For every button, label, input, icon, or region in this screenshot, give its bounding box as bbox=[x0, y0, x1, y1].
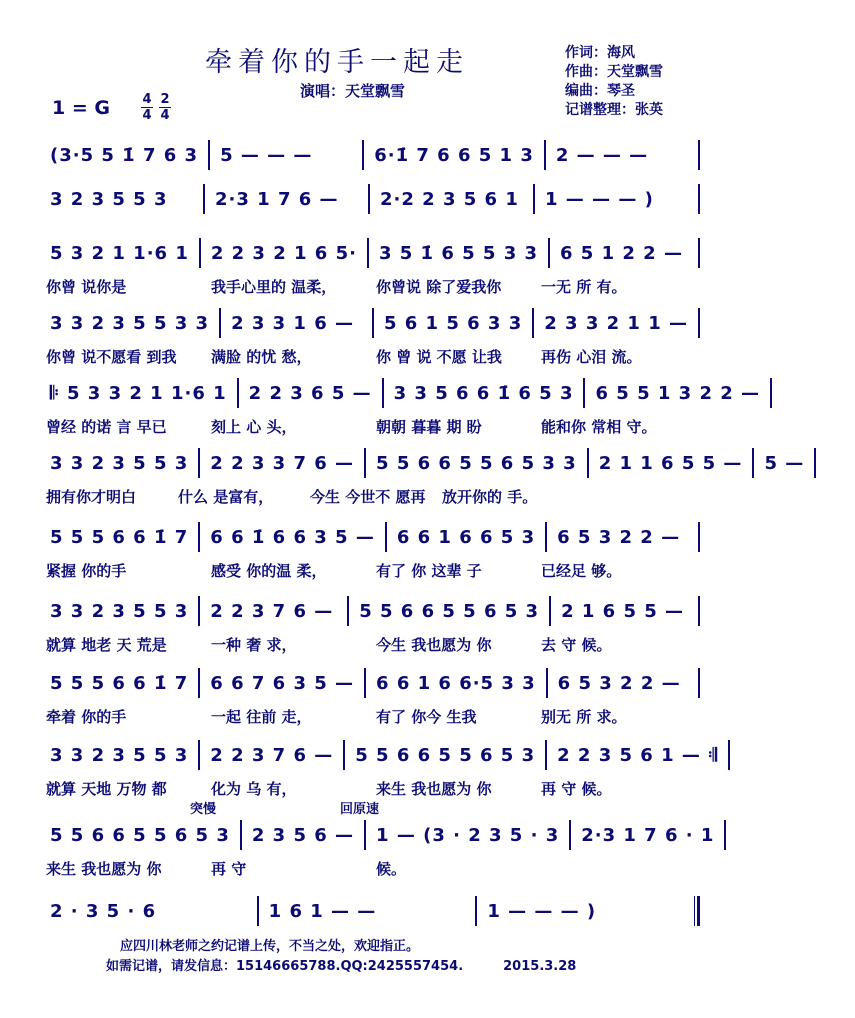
lyric-segment: 你曾 说你是 bbox=[46, 278, 127, 296]
bar-line bbox=[770, 378, 772, 408]
notation-row bbox=[40, 308, 700, 334]
measure: (3·5 5 1̇ 7 6 3 bbox=[50, 145, 199, 166]
notation-row bbox=[40, 378, 761, 404]
notation-row bbox=[40, 740, 718, 766]
notation-row bbox=[40, 522, 700, 548]
time-signature-bottom: 4 bbox=[160, 108, 170, 123]
bar-line bbox=[698, 668, 700, 698]
lyric-segment: 能和你 常相 守。 bbox=[541, 418, 657, 436]
credits-block bbox=[565, 44, 663, 120]
lyric-segment: 你曾说 除了爱我你 bbox=[376, 278, 502, 296]
bar-line bbox=[724, 820, 726, 850]
lyric-segment: 拥有你才明白 bbox=[46, 488, 137, 506]
notation-row bbox=[40, 668, 700, 694]
time-signature-top: 4 bbox=[142, 92, 152, 107]
lyric-segment: 今生 今世不 愿再 bbox=[310, 488, 426, 506]
lyricist-credit: 作词：海风 bbox=[565, 45, 635, 61]
song-title: 牵着你的手一起走 bbox=[205, 47, 469, 78]
lyric-segment: 候。 bbox=[376, 860, 407, 878]
lyrics-row bbox=[40, 416, 700, 436]
time-signature-top: 2 bbox=[160, 92, 170, 107]
measure: 2 — — — bbox=[555, 145, 649, 166]
bar-line bbox=[698, 596, 700, 626]
measure: 5 — — — bbox=[220, 145, 313, 166]
measure: 3 2 3 5 5 3 bbox=[50, 189, 168, 210]
lyric-segment: 就算 地老 天 荒是 bbox=[46, 636, 167, 654]
footer-note: 应四川林老师之约记谱上传，不当之处，欢迎指正。 bbox=[120, 939, 420, 954]
measure: 2·2 2 3 5 6 1 bbox=[380, 189, 519, 210]
measure: 2 2 3 7 6 — bbox=[210, 745, 334, 766]
measure: 3 3 2 3 5 5 3 bbox=[50, 601, 189, 622]
notation-row bbox=[40, 596, 700, 622]
lyric-segment: 再伤 心泪 流。 bbox=[541, 348, 642, 366]
measure: 1 — (3 · 2 3 5 · 3 bbox=[376, 825, 560, 846]
measure: 3 5 1̇ 6 5 5 3 3 bbox=[378, 243, 539, 264]
lyric-segment: 一无 所 有。 bbox=[541, 278, 627, 296]
bar-line bbox=[698, 184, 700, 214]
lyric-segment: 刻上 心 头， bbox=[211, 418, 297, 436]
lyric-segment: 今生 我也愿为 你 bbox=[376, 636, 492, 654]
measure: 2 · 3 5 · 6 bbox=[50, 901, 157, 922]
lyric-segment: 朝朝 暮暮 期 盼 bbox=[376, 418, 482, 436]
measure: 𝄆 5 3 3 2 1 1·6 1 bbox=[50, 383, 227, 404]
measure: 2 2 3 5 6 1 — 𝄇 bbox=[557, 745, 718, 766]
measure: 6 5 1 2 2 — bbox=[560, 243, 683, 264]
arranger-credit: 编曲：琴圣 bbox=[565, 83, 635, 99]
measure: 6·1̇ 7 6 6 5 1 3 bbox=[374, 145, 534, 166]
lyric-segment: 一种 奢 求， bbox=[211, 636, 297, 654]
time-signature-2-4 bbox=[158, 93, 172, 122]
lyric-segment: 有了 你今 生我 bbox=[376, 708, 477, 726]
time-signature-bottom: 4 bbox=[142, 108, 152, 123]
lyric-segment: 一起 往前 走， bbox=[211, 708, 312, 726]
measure: 2 1 6 5 5 — bbox=[561, 601, 685, 622]
bar-line bbox=[698, 522, 700, 552]
notation-row bbox=[40, 820, 715, 846]
measure: 2 2 3 6 5 — bbox=[248, 383, 372, 404]
measure: 6 5 3 2 2 — bbox=[557, 673, 681, 694]
lyric-segment: 什么 是富有， bbox=[178, 488, 274, 506]
lyrics-row bbox=[40, 706, 700, 726]
notation-row bbox=[40, 238, 700, 264]
lyric-segment: 牵着 你的手 bbox=[46, 708, 127, 726]
notation-row bbox=[40, 448, 805, 474]
measure: 2 3 5 6 — bbox=[251, 825, 355, 846]
notation-row bbox=[40, 140, 700, 166]
lyrics-row bbox=[40, 346, 700, 366]
measure: 2 2 3 3 7 6 — bbox=[210, 453, 355, 474]
contact-info: 如需记谱，请发信息：15146665788.QQ:2425557454. bbox=[106, 959, 464, 974]
lyric-segment: 就算 天地 万物 都 bbox=[46, 780, 167, 798]
measure: 5 6 1 5 6 3 3 bbox=[383, 313, 523, 334]
measure: 3 3 2 3 5 5 3 bbox=[50, 745, 189, 766]
measure: 5 3 2 1 1·6 1 bbox=[50, 243, 189, 264]
composer-credit: 作曲：天堂飘雪 bbox=[565, 64, 663, 80]
measure: 5 — bbox=[764, 453, 805, 474]
time-signature-4-4 bbox=[140, 93, 154, 122]
measure: 2 2 3 2 1 6 5· bbox=[210, 243, 357, 264]
measure: 2 1 1 6 5 5 — bbox=[598, 453, 743, 474]
footer-contact bbox=[106, 955, 841, 974]
bar-line bbox=[698, 140, 700, 170]
measure: 2 3 3 2 1 1 — bbox=[544, 313, 688, 334]
lyric-segment: 满脸 的忧 愁， bbox=[211, 348, 312, 366]
lyric-segment: 再 守 bbox=[211, 860, 247, 878]
lyrics-row bbox=[40, 560, 700, 580]
measure: 6 6 1 6 6·5 3 3 bbox=[376, 673, 536, 694]
bar-line bbox=[698, 308, 700, 338]
lyric-segment: 来生 我也愿为 你 bbox=[46, 860, 162, 878]
measure: 1 — — — ) bbox=[487, 901, 597, 922]
lyrics-row bbox=[40, 486, 700, 506]
measure: 5 5 6 6 5 5 6 5 3 3 bbox=[376, 453, 577, 474]
key-signature: 1 = G bbox=[52, 97, 110, 119]
lyric-segment: 紧握 你的手 bbox=[46, 562, 127, 580]
notation-row bbox=[40, 184, 700, 210]
lyrics-row bbox=[40, 276, 700, 296]
measure: 5 5 6 6 5 5 6 5 3 bbox=[50, 825, 230, 846]
lyrics-row bbox=[40, 858, 700, 878]
measure: 3 3 2 3 5 5 3 bbox=[50, 453, 189, 474]
lyric-segment: 曾经 的诺 言 早已 bbox=[46, 418, 167, 436]
measure: 2·3 1 7 6 · 1 bbox=[581, 825, 715, 846]
bar-line bbox=[728, 740, 730, 770]
lyric-segment bbox=[535, 858, 700, 878]
transcriber-credit: 记谱整理：张英 bbox=[565, 102, 663, 118]
lyric-segment: 来生 我也愿为 你 bbox=[376, 780, 492, 798]
measure: 6 6 7 6 3 5 — bbox=[210, 673, 355, 694]
lyric-segment: 已经足 够。 bbox=[541, 562, 622, 580]
lyric-segment: 我手心里的 温柔， bbox=[211, 278, 337, 296]
measure: 5 5 5 6 6 1̇ 7 bbox=[50, 673, 189, 694]
date-label: 2015.3.28 bbox=[503, 959, 577, 974]
lyric-segment: 你 曾 说 不愿 让我 bbox=[376, 348, 502, 366]
measure: 2·3 1 7 6 — bbox=[215, 189, 339, 210]
lyric-segment: 化为 乌 有， bbox=[211, 780, 297, 798]
measure: 5 5 6 6 5 5 6 5 3 bbox=[359, 601, 540, 622]
lyric-segment: 去 守 候。 bbox=[541, 636, 612, 654]
lyric-segment: 你曾 说不愿看 到我 bbox=[46, 348, 177, 366]
measure: 6 6 1̇ 6 6 3 5 — bbox=[210, 527, 375, 548]
measure: 5 5 6 6 5 5 6 5 3 bbox=[355, 745, 536, 766]
measure: 5 5 5 6 6 1̇ 7 bbox=[50, 527, 189, 548]
lyric-segment: 放开你的 手。 bbox=[442, 488, 538, 506]
lyric-segment bbox=[568, 486, 700, 506]
measure: 6 6 1 6 6 5 3 bbox=[396, 527, 536, 548]
notation-row bbox=[40, 896, 700, 922]
singer-credit: 演唱：天堂飘雪 bbox=[300, 82, 406, 100]
lyrics-row bbox=[40, 634, 700, 654]
lyric-segment: 感受 你的温 柔， bbox=[211, 562, 327, 580]
measure: 3 3 2 3 5 5 3 3 bbox=[50, 313, 210, 334]
measure: 6 5 5 1 3 2 2 — bbox=[595, 383, 761, 404]
tempo-mark-slow: 突慢 bbox=[190, 802, 217, 817]
measure: 1 — — — ) bbox=[545, 189, 654, 210]
tempo-mark-resume: 回原速 bbox=[340, 802, 380, 817]
measure: 3 3 5 6 6 1̇ 6 5 3 bbox=[393, 383, 574, 404]
measure: 2 2 3 7 6 — bbox=[210, 601, 334, 622]
bar-line bbox=[698, 238, 700, 268]
measure: 6 5 3 2 2 — bbox=[557, 527, 681, 548]
bar-line bbox=[814, 448, 816, 478]
lyric-segment: 有了 你 这辈 子 bbox=[376, 562, 482, 580]
lyric-segment: 再 守 候。 bbox=[541, 780, 612, 798]
lyric-segment: 别无 所 求。 bbox=[541, 708, 627, 726]
bar-line bbox=[694, 896, 700, 926]
measure: 1 6 1 — — bbox=[268, 901, 377, 922]
measure: 2 3 3 1 6 — bbox=[231, 313, 355, 334]
lyrics-row bbox=[40, 778, 700, 798]
